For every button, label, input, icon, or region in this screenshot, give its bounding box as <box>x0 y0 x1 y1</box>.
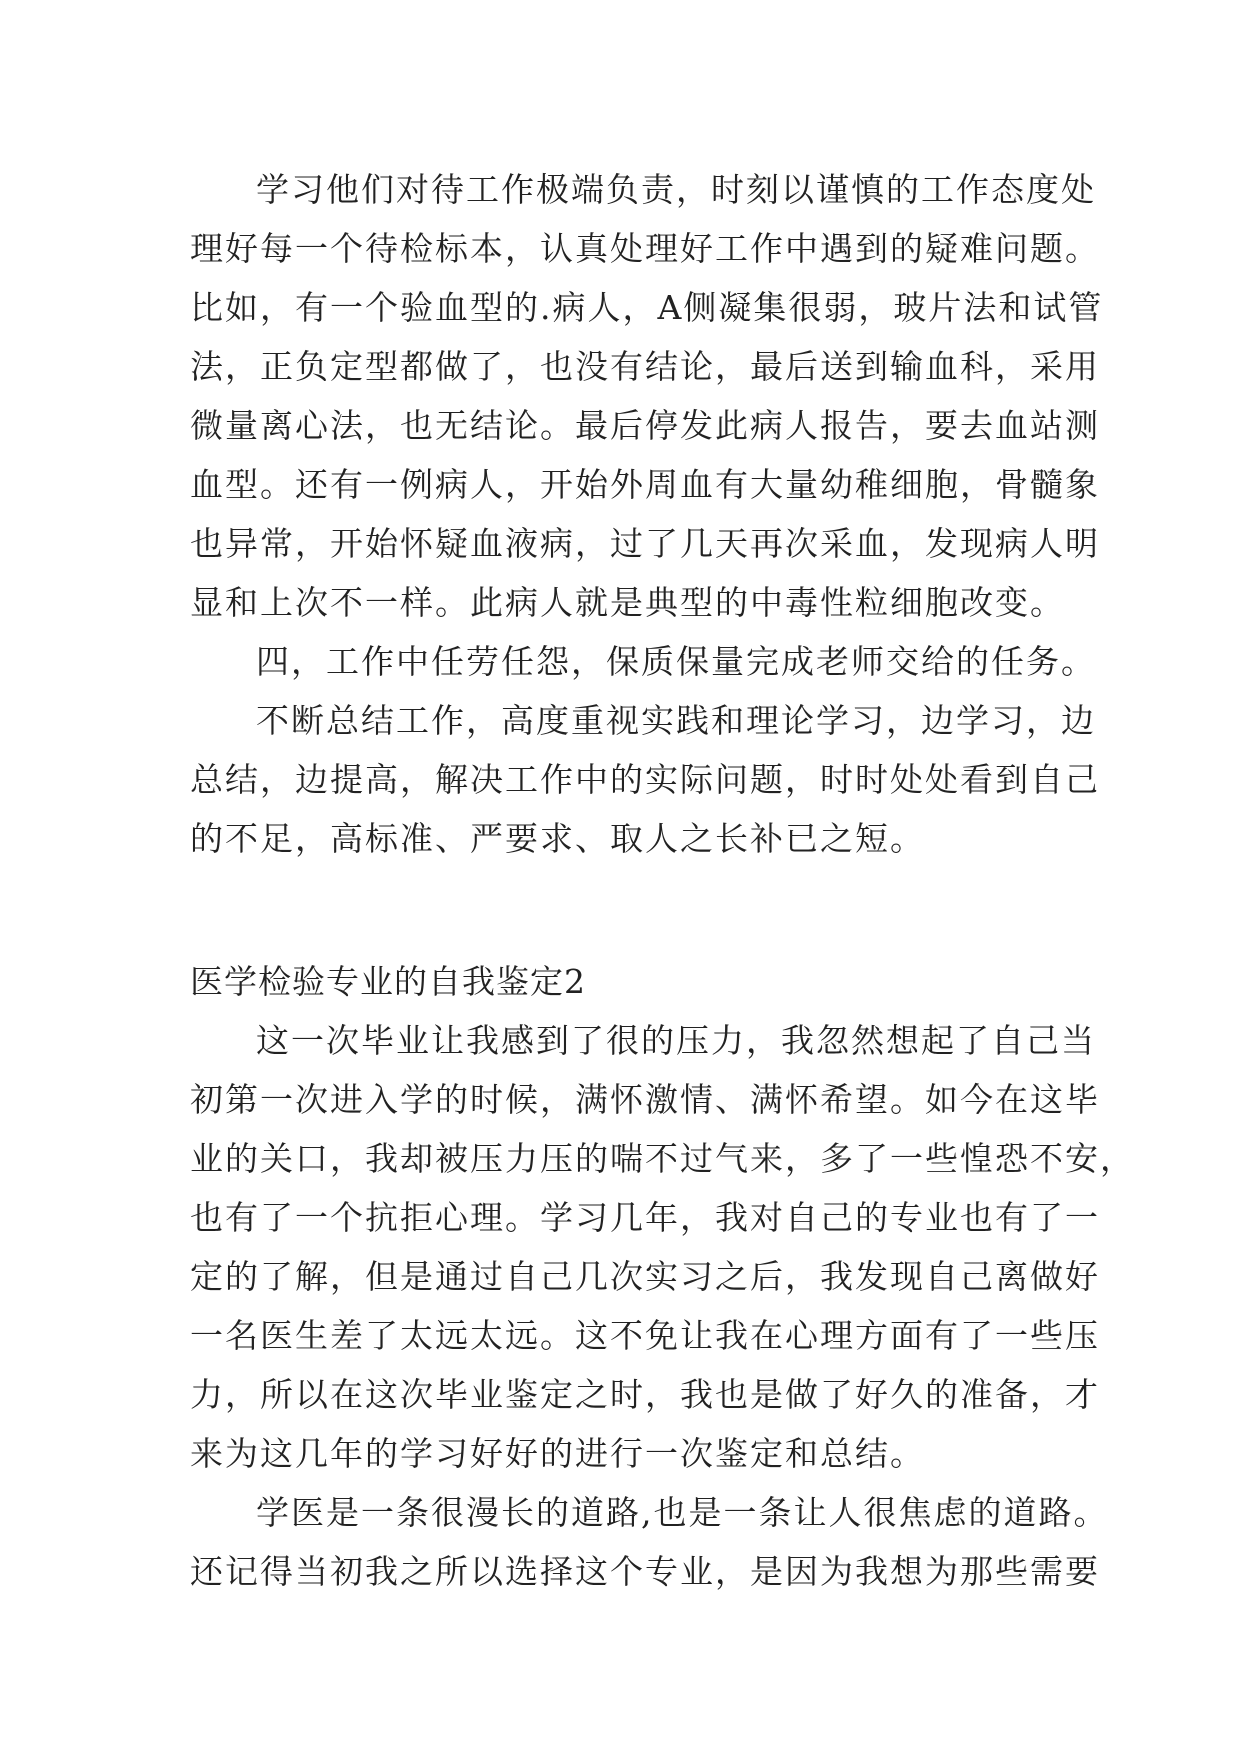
paragraph-line: 血型。还有一例病人，开始外周血有大量幼稚细胞，骨髓象 <box>190 465 1100 504</box>
paragraph-line: 来为这几年的学习好好的进行一次鉴定和总结。 <box>190 1434 925 1473</box>
paragraph-line: 力，所以在这次毕业鉴定之时，我也是做了好久的准备，才 <box>190 1375 1100 1414</box>
paragraph-line: 还记得当初我之所以选择这个专业，是因为我想为那些需要 <box>190 1552 1100 1591</box>
paragraph-line: 显和上次不一样。此病人就是典型的中毒性粒细胞改变。 <box>190 583 1065 622</box>
paragraph-line: 四，工作中任劳任怨，保质保量完成老师交给的任务。 <box>256 642 1096 681</box>
paragraph-line: 法，正负定型都做了，也没有结论，最后送到输血科，采用 <box>190 347 1100 386</box>
section-spacer <box>190 868 1070 952</box>
paragraph-line: 一名医生差了太远太远。这不免让我在心理方面有了一些压 <box>190 1316 1100 1355</box>
section-heading: 医学检验专业的自我鉴定2 <box>190 962 586 1001</box>
paragraph-line: 学医是一条很漫长的道路,也是一条让人很焦虑的道路。 <box>256 1493 1109 1532</box>
paragraph-line: 微量离心法，也无结论。最后停发此病人报告，要去血站测 <box>190 406 1100 445</box>
paragraph-line: 比如，有一个验血型的.病人，A侧凝集很弱，玻片法和试管 <box>190 288 1104 327</box>
paragraph-line: 这一次毕业让我感到了很的压力，我忽然想起了自己当 <box>256 1021 1096 1060</box>
document-body <box>190 160 1135 1601</box>
paragraph-line: 也有了一个抗拒心理。学习几年，我对自己的专业也有了一 <box>190 1198 1100 1237</box>
paragraph-line: 定的了解，但是通过自己几次实习之后，我发现自己离做好 <box>190 1257 1100 1296</box>
paragraph-line: 的不足，高标准、严要求、取人之长补已之短。 <box>190 819 925 858</box>
paragraph-line: 业的关口，我却被压力压的喘不过气来，多了一些惶恐不安， <box>190 1139 1135 1178</box>
paragraph-line: 总结，边提高，解决工作中的实际问题，时时处处看到自己 <box>190 760 1100 799</box>
paragraph-line: 也异常，开始怀疑血液病，过了几天再次采血，发现病人明 <box>190 524 1100 563</box>
paragraph-line: 不断总结工作，高度重视实践和理论学习，边学习，边 <box>256 701 1096 740</box>
paragraph-line: 理好每一个待检标本，认真处理好工作中遇到的疑难问题。 <box>190 229 1100 268</box>
paragraph-line: 初第一次进入学的时候，满怀激情、满怀希望。如今在这毕 <box>190 1080 1100 1119</box>
paragraph-line: 学习他们对待工作极端负责，时刻以谨慎的工作态度处 <box>256 170 1096 209</box>
